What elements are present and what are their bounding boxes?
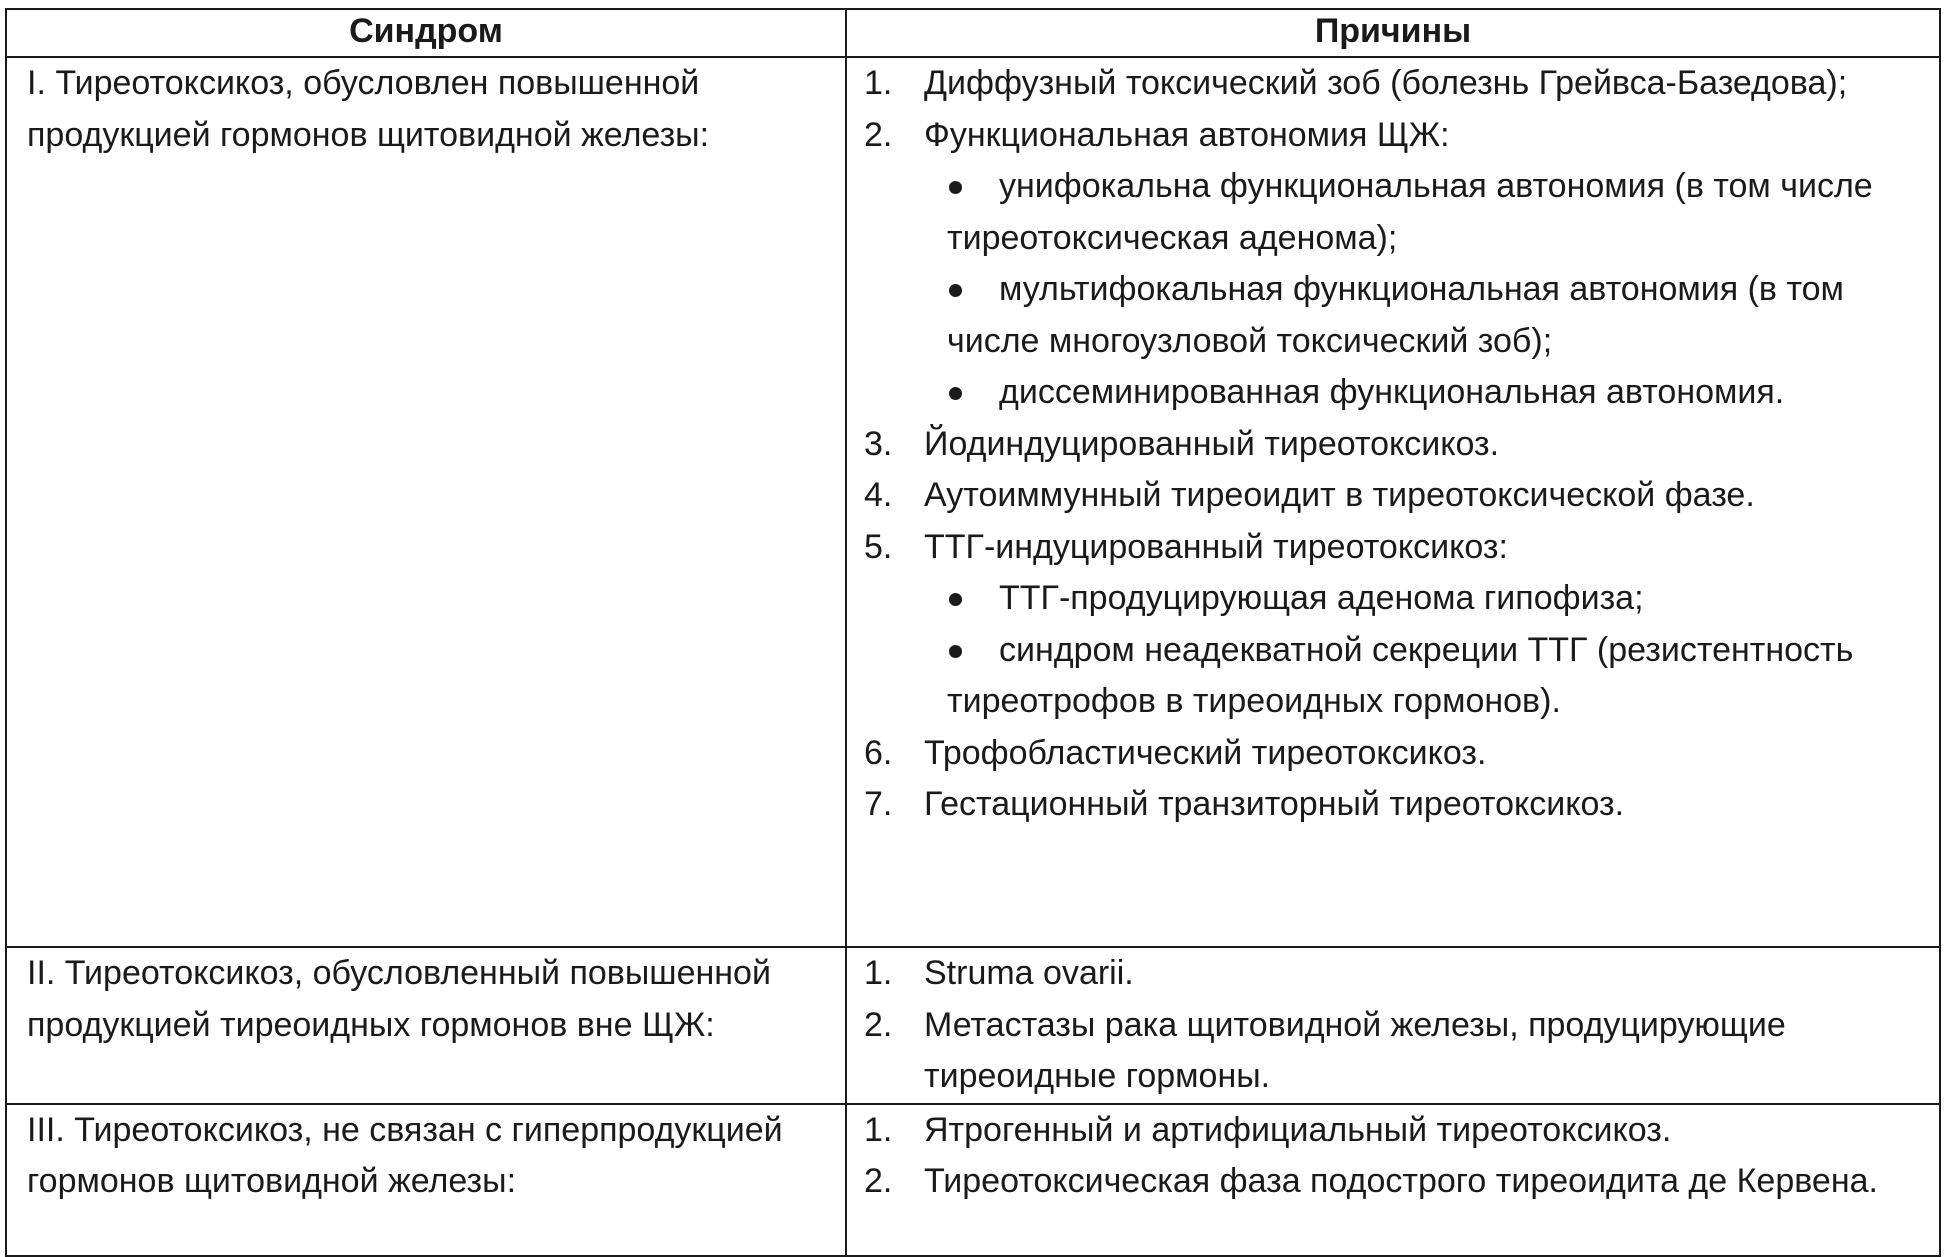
cause-subitem <box>947 161 1927 264</box>
header-syndrome: Синдром <box>6 9 846 57</box>
cause-subitem-text: унифокальна функциональная автономия (в том числе тиреотоксическая аденома); <box>947 167 1873 257</box>
cause-number: 4. <box>864 476 893 514</box>
cause-text: ТТГ-индуцированный тиреотоксикоз: <box>924 527 1508 566</box>
syndromes-table <box>5 8 1941 1257</box>
syndrome-cell: III. Тиреотоксикоз, не связан с гиперпродукцией гормонов щитовидной железы: <box>6 1104 846 1256</box>
cause-number: 1. <box>864 954 893 992</box>
cause-subitem <box>947 573 1927 625</box>
cause-text: Аутоиммунный тиреоидит в тиреотоксической фазе. <box>924 476 1755 514</box>
cause-number: 2. <box>864 1162 893 1200</box>
bullet-icon <box>949 284 962 297</box>
cause-number: 2. <box>864 115 893 154</box>
cause-subitem <box>947 264 1927 367</box>
cause-text: Диффузный токсический зоб (болезнь Грейвса-Базедова); <box>924 64 1848 102</box>
cause-text: Йодиндуцированный тиреотоксикоз. <box>924 424 1500 463</box>
cause-item <box>859 1105 1927 1157</box>
cause-number: 1. <box>864 1110 893 1149</box>
cause-subitem-text: диссеминированная функциональная автономия. <box>999 373 1785 411</box>
cause-subitem-text: мультифокальная функциональная автономия (в том числе многоузловой токсический зоб); <box>947 270 1844 360</box>
table-row <box>6 57 1940 947</box>
cause-number: 5. <box>864 527 893 566</box>
causes-cell <box>846 1104 1940 1256</box>
cause-item <box>859 58 1927 110</box>
cause-subitem <box>947 367 1927 419</box>
cause-item <box>859 419 1927 471</box>
bullet-icon <box>949 593 962 606</box>
bullet-icon <box>949 645 962 658</box>
cause-subitem-text: синдром неадекватной секреции ТТГ (резистентность тиреотрофов в тиреоидных гормонов). <box>947 630 1854 720</box>
cause-number: 1. <box>864 64 893 102</box>
bullet-icon <box>949 387 962 400</box>
cause-subitem <box>947 625 1927 728</box>
cause-number: 6. <box>864 733 893 772</box>
cause-text: Ятрогенный и артифициальный тиреотоксикоз. <box>924 1110 1672 1149</box>
cause-text: Struma ovarii. <box>924 954 1134 992</box>
causes-cell <box>846 57 1940 947</box>
syndrome-cell: I. Тиреотоксикоз, обусловлен повышенной продукцией гормонов щитовидной железы: <box>6 57 846 947</box>
cause-subitem-text: ТТГ-продуцирующая аденома гипофиза; <box>999 579 1644 617</box>
causes-cell <box>846 947 1940 1104</box>
cause-number: 3. <box>864 424 893 463</box>
cause-number: 7. <box>864 785 893 823</box>
cause-item <box>859 470 1927 522</box>
cause-item <box>859 728 1927 780</box>
cause-item <box>859 522 1927 574</box>
cause-item <box>859 779 1927 831</box>
table-row <box>6 1104 1940 1256</box>
cause-text: Тиреотоксическая фаза подострого тиреоидита де Кервена. <box>924 1162 1878 1200</box>
cause-item <box>859 948 1927 1000</box>
bullet-icon <box>949 181 962 194</box>
cause-text: Трофобластический тиреотоксикоз. <box>924 733 1487 772</box>
table-row <box>6 947 1940 1104</box>
cause-item <box>859 110 1927 162</box>
cause-number: 2. <box>864 1005 893 1044</box>
header-row <box>6 9 1940 57</box>
cause-text: Функциональная автономия ЩЖ: <box>924 115 1450 154</box>
syndrome-cell: II. Тиреотоксикоз, обусловленный повышенной продукцией тиреоидных гормонов вне ЩЖ: <box>6 947 846 1104</box>
cause-text: Метастазы рака щитовидной железы, продуцирующие тиреоидные гормоны. <box>924 1005 1786 1095</box>
cause-item <box>859 1000 1927 1103</box>
cause-item <box>859 1156 1927 1208</box>
header-causes: Причины <box>846 9 1940 57</box>
cause-text: Гестационный транзиторный тиреотоксикоз. <box>924 785 1625 823</box>
